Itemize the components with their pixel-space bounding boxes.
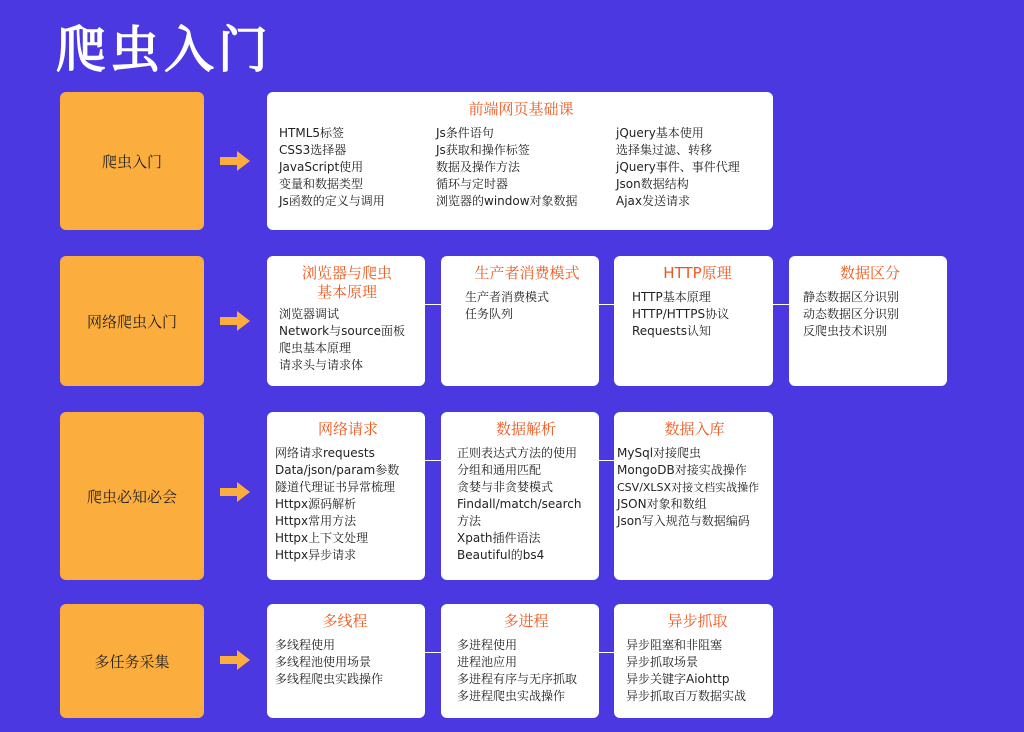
list-item: Httpx上下文处理	[275, 531, 369, 545]
list-item: Data/json/param参数	[275, 463, 400, 477]
list-item: Json写入规范与数据编码	[617, 514, 750, 528]
list-item: JavaScript使用	[279, 160, 364, 174]
list-item: 异步抓取场景	[626, 655, 699, 669]
card-http-principles	[614, 256, 773, 386]
list-item: 贪婪与非贪婪模式	[457, 480, 554, 494]
list-item: Js函数的定义与调用	[279, 194, 385, 208]
list-item: 多线程池使用场景	[275, 655, 372, 669]
card-producer-consumer	[441, 256, 599, 386]
connector-line	[425, 652, 441, 653]
stage-crawler-intro	[60, 92, 204, 230]
card-title: 异步抓取	[667, 612, 728, 630]
card-browser-crawler-principles	[267, 256, 425, 386]
card-data-storage	[614, 412, 773, 580]
list-item: 网络请求requests	[275, 446, 375, 460]
list-item: MongoDB对接实战操作	[617, 463, 747, 477]
list-item: Httpx异步请求	[275, 548, 357, 562]
list-item: HTTP基本原理	[632, 290, 711, 304]
card-title: 浏览器与爬虫 基本原理	[301, 264, 392, 301]
connector-line	[599, 460, 614, 461]
list-item: 隧道代理证书异常梳理	[275, 480, 396, 494]
list-item: Ajax发送请求	[616, 194, 690, 208]
arrow-right-icon	[220, 482, 250, 502]
card-multithreading	[267, 604, 425, 718]
connector-line	[599, 652, 614, 653]
list-item: 多线程爬虫实践操作	[275, 672, 384, 686]
stage-network-crawler-intro	[60, 256, 204, 386]
stage-label: 爬虫入门	[101, 152, 162, 171]
list-item: 多进程有序与无序抓取	[457, 672, 578, 686]
list-item: Httpx源码解析	[275, 497, 357, 511]
list-item: 静态数据区分识别	[803, 290, 900, 304]
list-item: 任务队列	[465, 307, 514, 321]
list-item: 正则表达式方法的使用	[457, 446, 578, 460]
list-item: jQuery事件、事件代理	[616, 160, 740, 174]
list-item: HTML5标签	[279, 126, 345, 140]
list-item: Beautiful的bs4	[457, 548, 545, 562]
list-item: Findall/match/search	[457, 497, 582, 511]
card-title: HTTP原理	[663, 264, 732, 282]
arrow-right-icon	[220, 151, 250, 171]
list-item: 浏览器调试	[279, 307, 340, 321]
list-item: CSS3选择器	[279, 143, 347, 157]
list-item: jQuery基本使用	[616, 126, 704, 140]
card-multiprocessing	[441, 604, 599, 718]
list-item: 方法	[457, 514, 482, 528]
list-item: 异步关键字Aiohttp	[626, 672, 730, 686]
stage-multitask-collection	[60, 604, 204, 718]
card-title: 多线程	[322, 612, 368, 630]
card-title: 数据入库	[664, 420, 725, 438]
card-data-parsing	[441, 412, 599, 580]
connector-line	[773, 304, 789, 305]
list-item: 分组和通用匹配	[457, 463, 542, 477]
card-title: 多进程	[503, 612, 549, 630]
list-item: Js条件语句	[436, 126, 494, 140]
card-title: 前端网页基础课	[468, 100, 574, 118]
connector-line	[425, 304, 441, 305]
card-network-requests	[267, 412, 425, 580]
list-item: 数据及操作方法	[436, 160, 521, 174]
list-item: 循环与定时器	[436, 177, 509, 191]
list-item: Httpx常用方法	[275, 514, 357, 528]
list-item: HTTP/HTTPS协议	[632, 307, 730, 321]
list-item: 爬虫基本原理	[279, 341, 352, 355]
list-item: JSON对象和数组	[617, 497, 707, 511]
stage-label: 网络爬虫入门	[86, 312, 177, 331]
list-item: Network与source面板	[279, 324, 405, 338]
card-title: 数据区分	[839, 264, 900, 282]
column-3	[616, 125, 761, 210]
list-item: CSV/XLSX对接文档实战操作	[617, 481, 760, 494]
card-title: 网络请求	[317, 420, 378, 438]
list-item: 异步阻塞和非阻塞	[626, 638, 723, 652]
stage-label: 多任务采集	[94, 652, 170, 671]
list-item: 请求头与请求体	[279, 358, 364, 372]
page-title: 爬虫入门	[56, 21, 272, 79]
connector-line	[599, 304, 614, 305]
column-1	[279, 125, 436, 210]
list-item: 生产者消费模式	[465, 290, 550, 304]
list-item: Js获取和操作标签	[436, 143, 530, 157]
stage-essentials	[60, 412, 204, 580]
list-item: 动态数据区分识别	[803, 307, 900, 321]
list-item: 反爬虫技术识别	[803, 324, 888, 338]
list-item: Xpath插件语法	[457, 531, 541, 545]
card-title: 数据解析	[495, 420, 556, 438]
list-item: 多进程使用	[457, 638, 518, 652]
column-2	[436, 125, 616, 210]
list-item: 异步抓取百万数据实战	[626, 689, 747, 703]
stage-label: 爬虫必知必会	[86, 487, 177, 506]
card-async-scraping	[614, 604, 773, 718]
list-item: 选择集过滤、转移	[616, 143, 713, 157]
arrow-right-icon	[220, 311, 250, 331]
list-item: 变量和数据类型	[279, 177, 364, 191]
list-item: 多进程爬虫实战操作	[457, 689, 566, 703]
list-item: MySql对接爬虫	[617, 446, 702, 460]
list-item: Json数据结构	[616, 177, 689, 191]
list-item: 浏览器的window对象数据	[436, 194, 578, 208]
list-item: Requests认知	[632, 324, 711, 338]
arrow-right-icon	[220, 650, 250, 670]
card-frontend-basics	[267, 92, 773, 230]
card-title: 生产者消费模式	[474, 264, 580, 282]
connector-line	[425, 460, 441, 461]
card-data-distinction	[789, 256, 947, 386]
list-item: 多线程使用	[275, 638, 336, 652]
list-item: 进程池应用	[457, 655, 518, 669]
